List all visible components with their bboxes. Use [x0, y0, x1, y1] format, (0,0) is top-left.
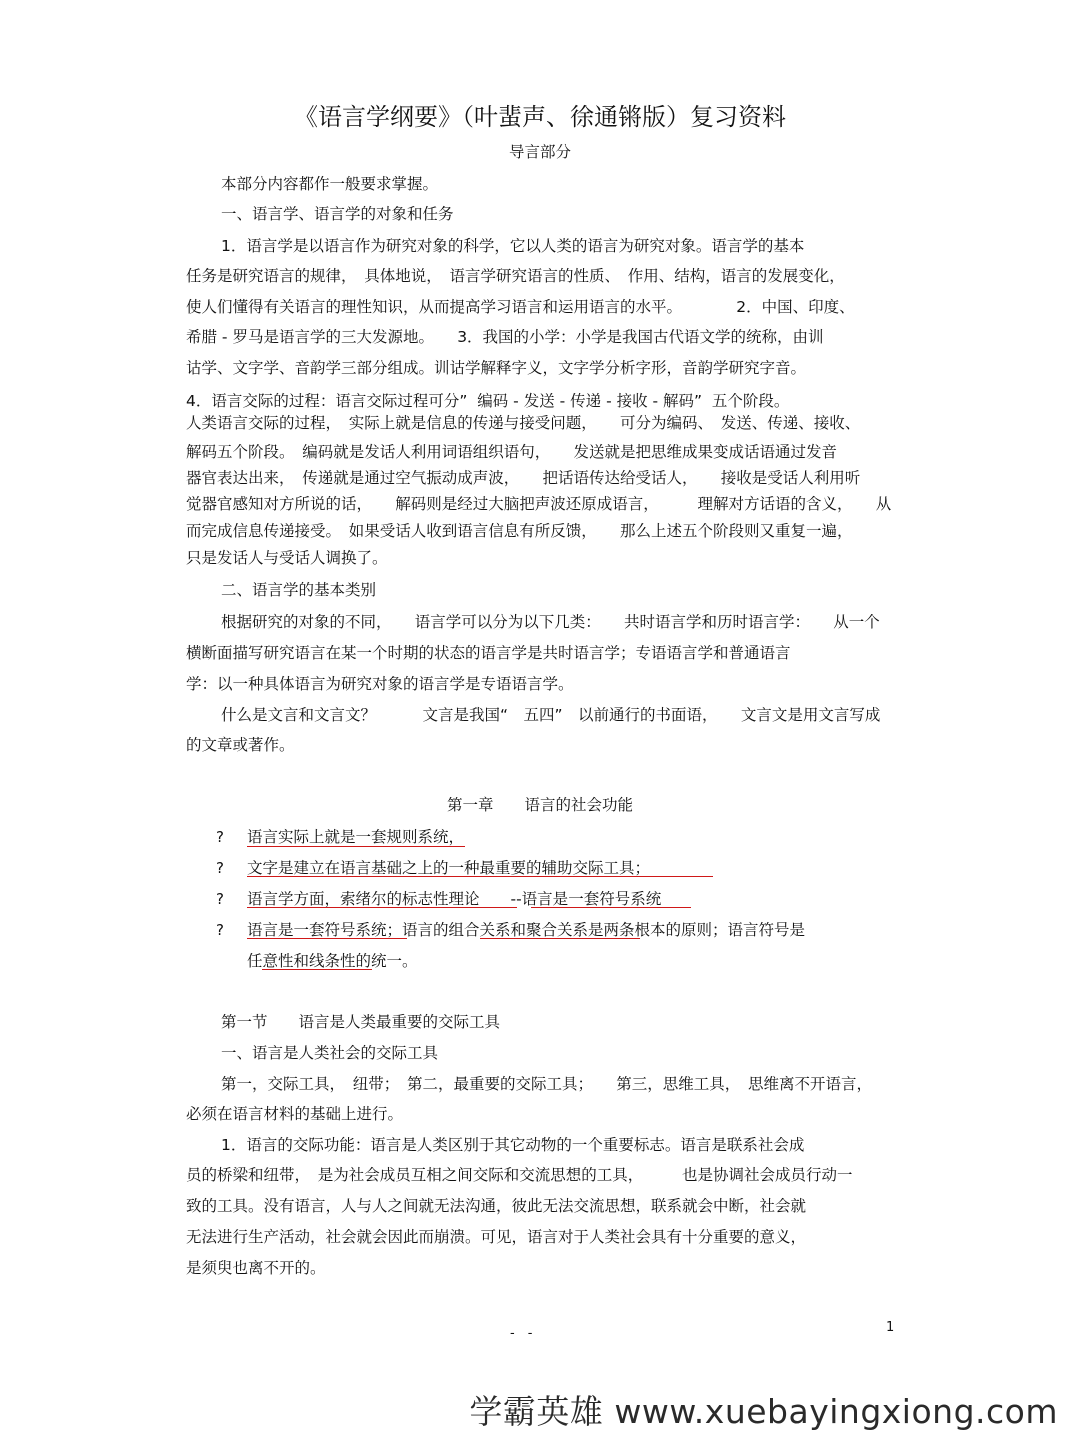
bullet-marker: ?: [216, 859, 224, 877]
footer-dashes: - -: [510, 1326, 533, 1341]
paragraph-line: 员的桥梁和纽带， 是为社会成员互相之间交际和交流思想的工具， 也是协调社会成员行动一: [186, 1166, 853, 1184]
paragraph-line: 诂学、文字学、音韵学三部分组成。训诂学解释字义，文字学分析字形，音韵学研究字音。: [186, 359, 807, 377]
paragraph-line: 觉器官感知对方所说的话， 解码则是经过大脑把声波还原成语言， 理解对方话语的含义， 从: [186, 495, 892, 513]
red-underline: [247, 938, 407, 939]
bullet-item: 语言实际上就是一套规则系统，: [247, 828, 465, 846]
bullet-marker: ?: [216, 890, 224, 908]
paragraph-line: 器官表达出来， 传递就是通过空气振动成声波， 把话语传达给受话人， 接收是受话人利用听: [186, 469, 861, 487]
paragraph-line: 致的工具。没有语言，人与人之间就无法沟通，彼此无法交流思想，联系就会中断，社会就: [186, 1197, 807, 1215]
paragraph-line: 1．语言的交际功能：语言是人类区别于其它动物的一个重要标志。语言是联系社会成: [221, 1136, 805, 1154]
paragraph-line: 是须臾也离不开的。: [186, 1259, 326, 1277]
bullet-item: 语言是一套符号系统；语言的组合关系和聚合关系是两条根本的原则；语言符号是: [247, 921, 806, 939]
paragraph-line: 任务是研究语言的规律， 具体地说， 语言学研究语言的性质、 作用、结构，语言的发展变化，: [186, 267, 845, 285]
paragraph-line: 的文章或著作。: [186, 736, 295, 754]
heading-line: 一、语言是人类社会的交际工具: [221, 1044, 439, 1062]
paragraph-line: 希腊 - 罗马是语言学的三大发源地。 3．我国的小学：小学是我国古代语文学的统称，由训: [186, 328, 824, 346]
site-watermark: 学霸英雄 www.xuebayingxiong.com: [469, 1392, 1058, 1431]
page-number: 1: [886, 1320, 895, 1335]
red-underline: [480, 938, 640, 939]
red-underline: [262, 969, 372, 970]
paragraph-line: 无法进行生产活动，社会就会因此而崩溃。可见，语言对于人类社会具有十分重要的意义，: [186, 1228, 807, 1246]
paragraph-line: 只是发话人与受话人调换了。: [186, 549, 388, 567]
heading-line: 二、语言学的基本类别: [221, 581, 377, 599]
paragraph-line: 什么是文言和文言文？ 文言是我国“ 五四” 以前通行的书面语， 文言文是用文言写成: [221, 706, 881, 724]
paragraph-line: 4．语言交际的过程：语言交际过程可分” 编码 - 发送 - 传递 - 接收 - 解码” 五个阶段。: [186, 392, 790, 410]
paragraph-line: 学：以一种具体语言为研究对象的语言学是专语语言学。: [186, 675, 574, 693]
paragraph-line: 1．语言学是以语言作为研究对象的科学，它以人类的语言为研究对象。语言学的基本: [221, 237, 805, 255]
document-title: 《语言学纲要》（叶蜚声、徐通锵版）复习资料: [294, 103, 786, 131]
paragraph-line: 第一，交际工具， 纽带； 第二，最重要的交际工具； 第三，思维工具， 思维离不开语言，: [221, 1075, 873, 1093]
bullet-marker: ?: [216, 921, 224, 939]
paragraph-line: 人类语言交际的过程， 实际上就是信息的传递与接受问题， 可分为编码、 发送、传递、接收、: [186, 414, 861, 432]
bullet-item: 语言学方面，索绪尔的标志性理论 --语言是一套符号系统: [247, 890, 662, 908]
paragraph-line: 使人们懂得有关语言的理性知识，从而提高学习语言和运用语言的水平。 2．中国、印度、: [186, 298, 855, 316]
paragraph-line: 横断面描写研究语言在某一个时期的状态的语言学是共时语言学；专语语言学和普通语言: [186, 644, 791, 662]
paragraph-line: 而完成信息传递接受。 如果受话人收到语言信息有所反馈， 那么上述五个阶段则又重复一遍，: [186, 522, 853, 540]
section-subtitle: 导言部分: [508, 143, 571, 161]
red-underline: [247, 846, 465, 847]
red-underline: [247, 876, 713, 877]
chapter-title: 第一章 语言的社会功能: [446, 796, 633, 814]
red-underline: [247, 907, 517, 908]
section-heading: 第一节 语言是人类最重要的交际工具: [221, 1013, 501, 1031]
paragraph-line: 根据研究的对象的不同， 语言学可以分为以下几类： 共时语言学和历时语言学： 从一个: [221, 613, 880, 631]
bullet-item: 文字是建立在语言基础之上的一种最重要的辅助交际工具；: [247, 859, 651, 877]
red-underline: [531, 907, 691, 908]
bullet-item-continuation: 任意性和线条性的统一。: [247, 952, 418, 970]
paragraph-line: 解码五个阶段。 编码就是发话人利用词语组织语句， 发送就是把思维成果变成话语通过发音: [186, 443, 838, 461]
paragraph-line: 必须在语言材料的基础上进行。: [186, 1105, 404, 1123]
heading-line: 一、语言学、语言学的对象和任务: [221, 205, 454, 223]
bullet-marker: ?: [216, 828, 224, 846]
paragraph-line: 本部分内容都作一般要求掌握。: [221, 175, 439, 193]
